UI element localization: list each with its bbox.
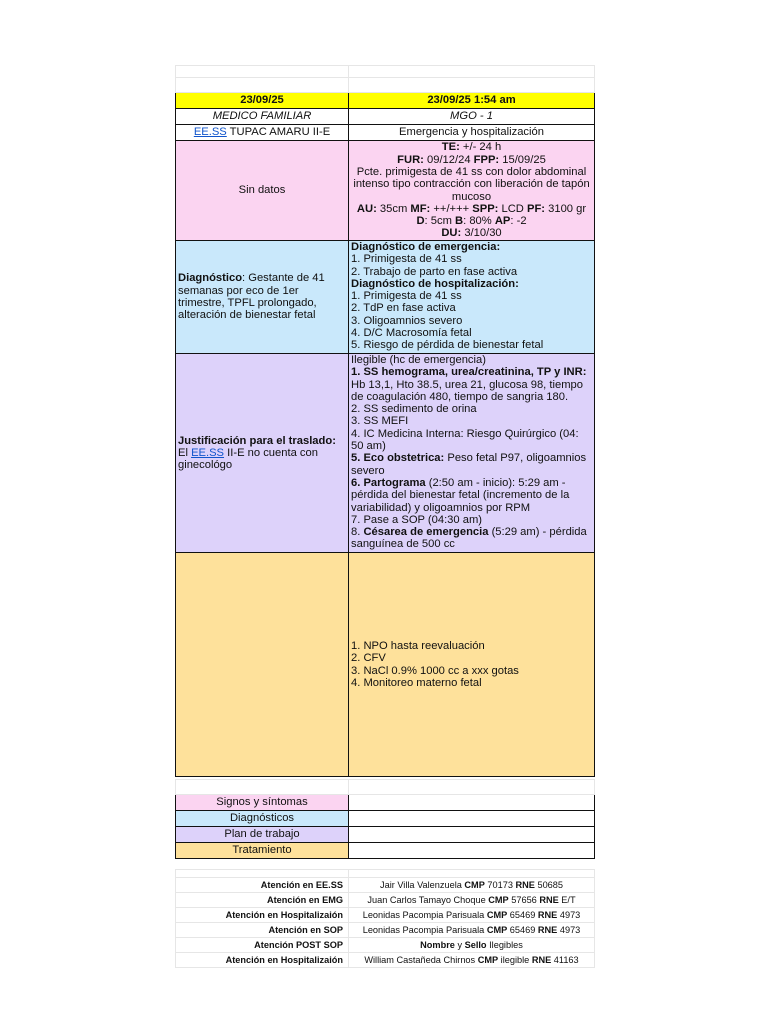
exam-line: AU: 35cm MF: ++/+++ SPP: LCD PF: 3100 gr: [356, 202, 587, 215]
table-row: [176, 878, 595, 893]
empty-row: [176, 870, 595, 878]
list-item: 2. SS sedimento de orina: [351, 403, 477, 416]
list-item: 3. SS MEFI: [351, 415, 409, 428]
legend-blank: [349, 843, 595, 859]
facility-link[interactable]: EE.SS: [193, 126, 227, 139]
staff-role: Atención en SOP: [176, 923, 349, 938]
date-row: [176, 93, 595, 109]
staff-role: Atención en EE.SS: [176, 878, 349, 893]
plan-detail: [349, 354, 595, 553]
signs-detail: [349, 141, 595, 241]
staff-role: Atención en Hospitalizaión: [176, 953, 349, 968]
list-item: 1. Primigesta de 41 ss: [351, 290, 462, 303]
table-row: [176, 908, 595, 923]
fur-line: FUR: 09/12/24 FPP: 15/09/25: [397, 153, 546, 166]
dilation-line: D: 5cm B: 80% AP: -2: [416, 215, 527, 228]
facility: [176, 125, 349, 141]
list-item: 2. CFV: [351, 652, 386, 665]
facility-link[interactable]: EE.SS: [191, 446, 225, 459]
list-item: 2. Trabajo de parto en fase activa: [351, 265, 518, 278]
empty-row: [176, 66, 595, 78]
legend-row: [176, 795, 595, 811]
list-item: 4. IC Medicina Interna: Riesgo Quirúrgico (04: 50 am): [351, 427, 579, 453]
clinical-record-table: [175, 65, 595, 777]
staff-name: Juan Carlos Tamayo Choque CMP 57656 RNE E/T: [349, 893, 595, 908]
legend-signs: Signos y síntomas: [176, 795, 349, 811]
emergency-diagnosis-title: Diagnóstico de emergencia:: [351, 241, 501, 253]
entry-date: 23/09/25: [176, 93, 349, 109]
legend-row: [176, 811, 595, 827]
specialty: MEDICO FAMILIAR: [176, 109, 349, 125]
doctor-code: MGO - 1: [349, 109, 595, 125]
entry-datetime: 23/09/25 1:54 am: [349, 93, 595, 109]
te-line: TE: +/- 24 h: [441, 141, 502, 154]
table-row: [176, 923, 595, 938]
legend-plan: Plan de trabajo: [176, 827, 349, 843]
staff-role: Atención en Hospitalizaión: [176, 908, 349, 923]
specialty-row: [176, 109, 595, 125]
legend-blank: [349, 827, 595, 843]
diagnosis-detail: [349, 241, 595, 354]
facility-row: [176, 125, 595, 141]
table-row: [176, 938, 595, 953]
staff-name: William Castañeda Chirnos CMP ilegible RNE 41163: [349, 953, 595, 968]
list-item: 2. TdP en fase activa: [351, 302, 456, 315]
plan-row: [176, 354, 595, 553]
color-legend: [175, 779, 595, 859]
list-item: 8. Césarea de emergencia (5:29 am) - pérdida sanguínea de 500 cc: [351, 526, 587, 551]
list-item: 3. NaCl 0.9% 1000 cc a xxx gotas: [351, 664, 519, 677]
staff-table: [175, 869, 595, 968]
staff-name: Nombre y Sello Ilegibles: [349, 938, 595, 953]
table-row: [176, 953, 595, 968]
list-item: 1. SS hemograma, urea/creatinina, TP y INR: Hb 13,1, Hto 38.5, urea 21, glucosa 98, tiempo de coagulación 480, tiempo de sangria 180.: [351, 366, 587, 403]
service: Emergencia y hospitalización: [349, 125, 595, 141]
facility-name: TUPAC AMARU II-E: [226, 126, 331, 139]
table-row: [176, 893, 595, 908]
legend-row: [176, 827, 595, 843]
diagnosis-left: Diagnóstico: Gestante de 41 semanas por eco de 1er trimestre, TPFL prolongado, alteración de bienestar fetal: [176, 241, 349, 354]
staff-name: Jair Villa Valenzuela CMP 70173 RNE 50685: [349, 878, 595, 893]
empty-row: [176, 78, 595, 93]
legend-treatment: Tratamiento: [176, 843, 349, 859]
list-item: 5. Eco obstetrica: Peso fetal P97, oligoamnios severo: [351, 452, 587, 477]
staff-name: Leonidas Pacompia Parisuala CMP 65469 RNE 4973: [349, 908, 595, 923]
list-item: 6. Partograma (2:50 am - inicio): 5:29 am - pérdida del bienestar fetal (incremento de la variabilidad) y oligoamnios por RPM: [351, 476, 570, 514]
legend-blank: [349, 795, 595, 811]
empty-row: [176, 780, 595, 795]
list-item: 1. Primigesta de 41 ss: [351, 253, 462, 266]
narrative: Pcte. primigesta de 41 ss con dolor abdominal intenso tipo contracción con liberación de tapón mucoso: [353, 165, 590, 203]
legend-diagnoses: Diagnósticos: [176, 811, 349, 827]
plan-left: Justificación para el traslado: El EE.SS II-E no cuenta con ginecológo: [176, 354, 349, 553]
list-item: 7. Pase a SOP (04:30 am): [351, 513, 483, 526]
treatment-left: [176, 553, 349, 777]
list-item: 4. D/C Macrosomía fetal: [351, 327, 472, 340]
list-item: 5. Riesgo de pérdida de bienestar fetal: [351, 339, 544, 352]
signs-row: [176, 141, 595, 241]
treatment-detail: [349, 553, 595, 777]
du-line: DU: 3/10/30: [441, 227, 502, 240]
diagnosis-row: [176, 241, 595, 354]
list-item: 1. NPO hasta reevaluación: [351, 639, 485, 652]
legend-row: [176, 843, 595, 859]
hospital-diagnosis-title: Diagnóstico de hospitalización:: [351, 277, 519, 290]
treatment-row: [176, 553, 595, 777]
list-item: 3. Oligoamnios severo: [351, 314, 463, 327]
signs-left: Sin datos: [176, 141, 349, 241]
legend-blank: [349, 811, 595, 827]
staff-role: Atención POST SOP: [176, 938, 349, 953]
staff-role: Atención en EMG: [176, 893, 349, 908]
list-item: 4. Monitoreo materno fetal: [351, 676, 482, 689]
staff-name: Leonidas Pacompia Parisuala CMP 65469 RNE 4973: [349, 923, 595, 938]
plan-intro: Ilegible (hc de emergencia): [351, 354, 486, 366]
